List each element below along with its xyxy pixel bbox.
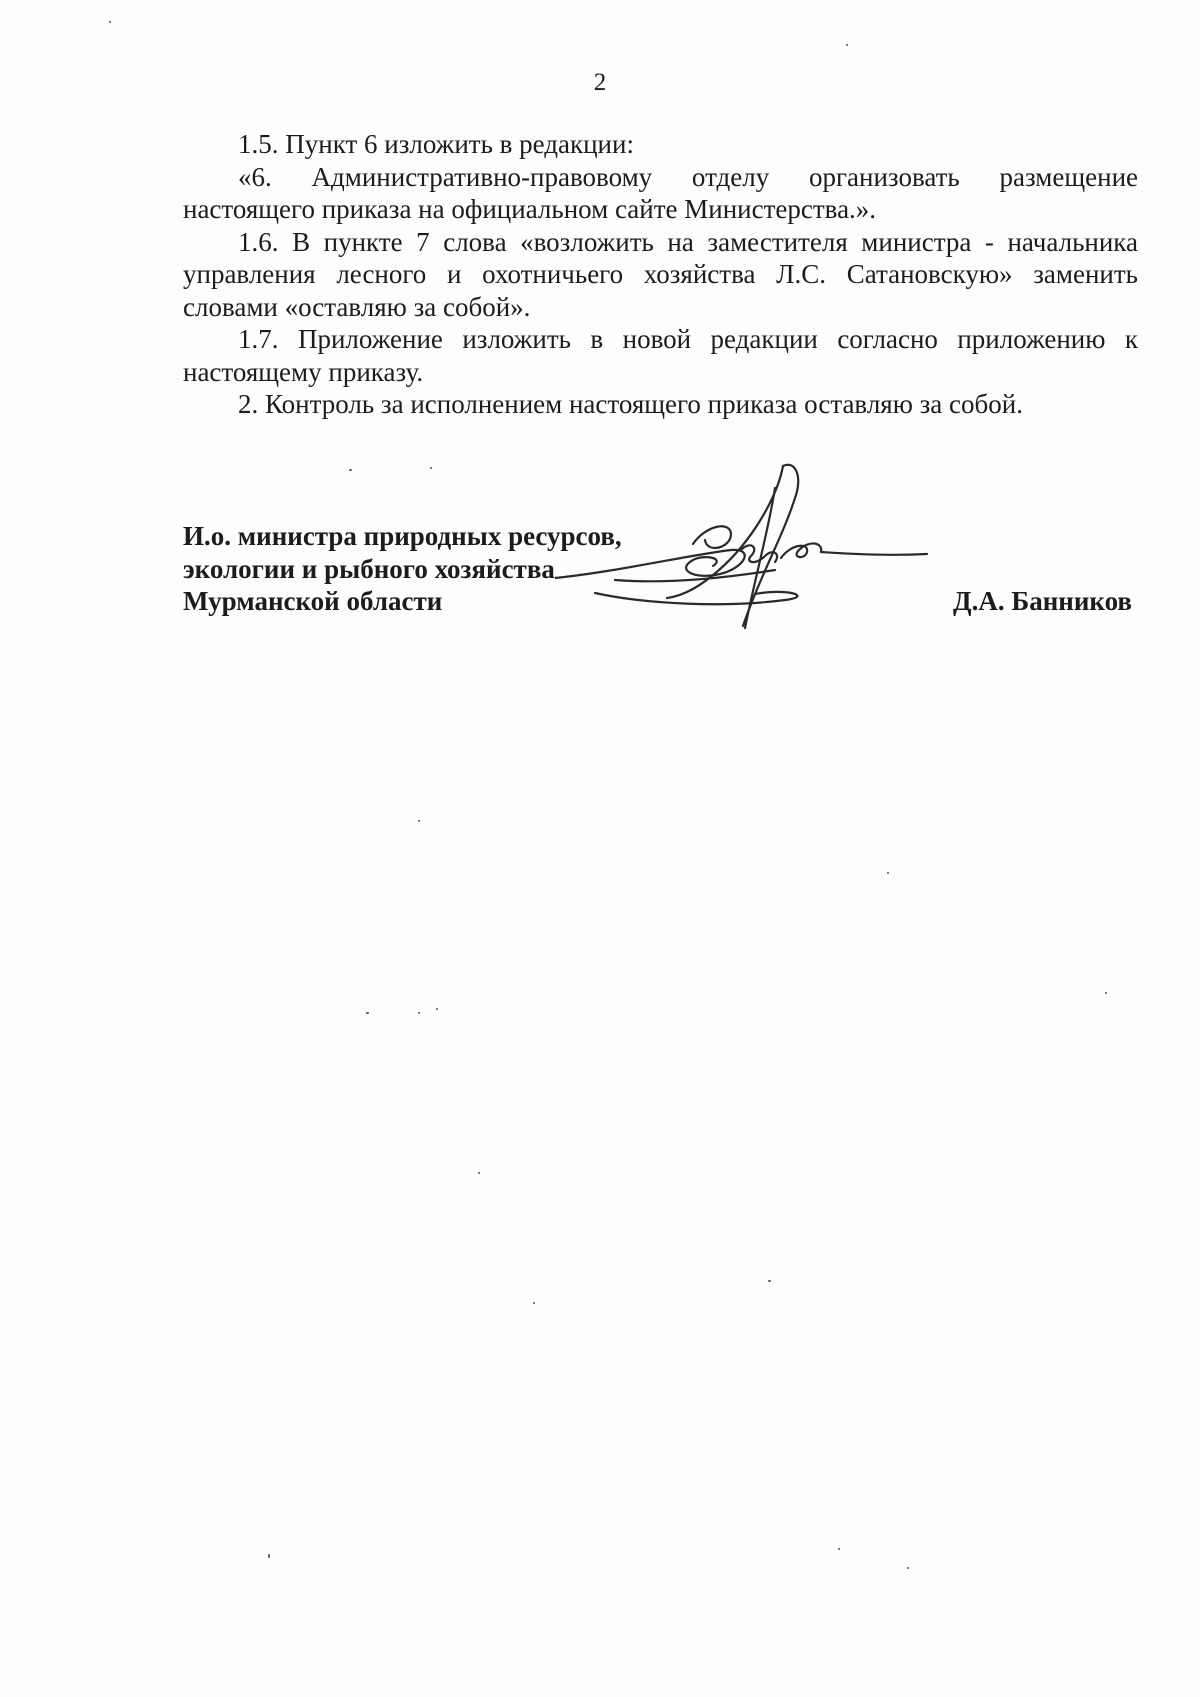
- scan-speck: [418, 820, 420, 822]
- scan-speck: [430, 467, 432, 469]
- scan-speck: [838, 1548, 840, 1550]
- scan-speck: [478, 1172, 480, 1174]
- scan-speck: [768, 1280, 771, 1282]
- signer-name: Д.А. Банников: [953, 586, 1132, 616]
- paragraph-1-6: 1.6. В пункте 7 слова «возложить на заместителя министра - начальника управления лесного и охотничьего хозяйства Л.С. Сатановскую» заменить словами «оставляю за собой».: [183, 226, 1138, 322]
- signer-position: [183, 520, 622, 618]
- document-body: [183, 128, 1138, 421]
- scan-speck: [846, 44, 848, 46]
- paragraph-1-5: 1.5. Пункт 6 изложить в редакции:: [238, 129, 634, 159]
- paragraph-1-7: 1.7. Приложение изложить в новой редакции согласно приложению к настоящему приказу.: [183, 324, 1138, 387]
- signer-position-line-1: И.о. министра природных ресурсов,: [183, 521, 622, 551]
- scan-speck: [366, 1012, 369, 1014]
- signer-position-line-2: экологии и рыбного хозяйства: [183, 553, 555, 584]
- scan-speck: [109, 21, 111, 23]
- scan-speck: [1105, 992, 1107, 994]
- paragraph-quote-6: «6. Административно-правовому отделу организовать размещение настоящего приказа на официальном сайте Министерства.».: [183, 161, 1138, 224]
- scan-speck: [349, 469, 352, 471]
- scan-speck: [533, 1302, 535, 1304]
- scan-speck: [907, 1567, 909, 1569]
- scan-speck: [268, 1554, 270, 1558]
- scan-speck: [436, 1008, 438, 1010]
- scan-speck: [887, 872, 889, 874]
- paragraph-2: 2. Контроль за исполнением настоящего приказа оставляю за собой.: [238, 389, 1023, 419]
- scan-speck: [418, 1012, 420, 1014]
- page-number: 2: [593, 69, 607, 96]
- signature-block: [183, 520, 1138, 630]
- signer-position-line-3: Мурманской области: [183, 586, 443, 616]
